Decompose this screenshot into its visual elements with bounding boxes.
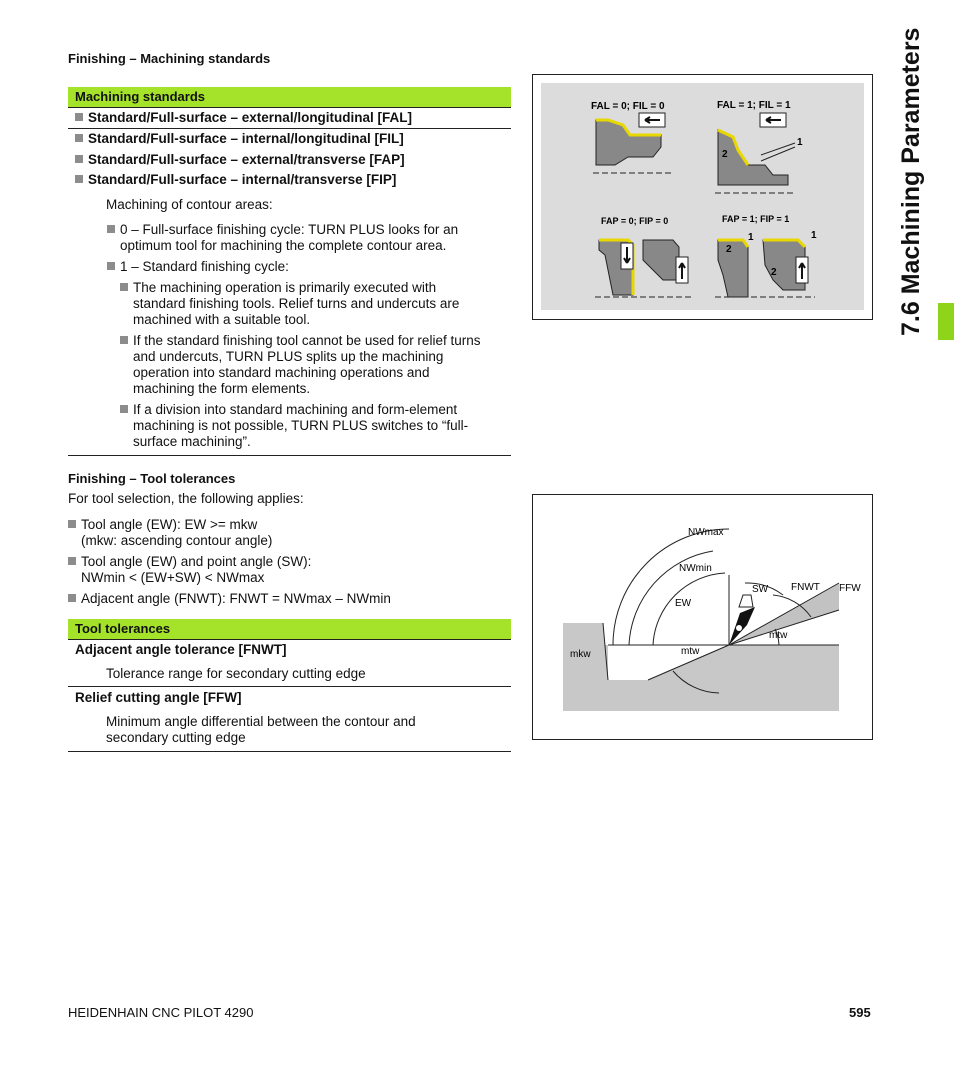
fnwt-title: Adjacent angle tolerance [FNWT]: [75, 642, 287, 657]
footer-left: HEIDENHAIN CNC PILOT 4290: [68, 1005, 254, 1020]
bullet-icon: [68, 594, 76, 602]
standard-item-fil: Standard/Full-surface – internal/longitudinal [FIL]: [75, 131, 404, 146]
fal1-workpiece: [715, 113, 803, 193]
fap1-num-1b: 1: [811, 230, 817, 241]
finishing-standards-diagram: [533, 75, 872, 319]
fap1-workpiece: [715, 230, 817, 297]
mkw-label: mkw: [570, 649, 591, 660]
option-0: 0 – Full-surface finishing cycle: TURN PLUS looks for an: [107, 222, 458, 238]
tolerance-bullet-1: Tool angle (EW): EW >= mkw (mkw: ascending contour angle): [68, 517, 272, 549]
machining-standards-header: [68, 87, 511, 108]
bullet-icon: [120, 336, 128, 344]
contour-intro: Machining of contour areas:: [106, 197, 273, 212]
tool-tolerances-header: [68, 619, 511, 640]
standard-item-fap: Standard/Full-surface – external/transverse [FAP]: [75, 152, 405, 167]
bullet-icon: [120, 405, 128, 413]
divider: [68, 686, 511, 687]
mtw-label-1: mtw: [681, 646, 700, 657]
ffw-title: Relief cutting angle [FFW]: [75, 690, 242, 705]
divider: [68, 751, 511, 752]
fnwt-desc: Tolerance range for secondary cutting edge: [106, 666, 366, 681]
nwmax-label: NWmax: [688, 527, 724, 538]
bullet-icon: [75, 155, 83, 163]
tolerance-bullet-3: Adjacent angle (FNWT): FNWT = NWmax – NWmin: [68, 591, 391, 607]
chapter-tab-marker: [938, 303, 954, 340]
tool-tolerances-title: Finishing – Tool tolerances: [68, 471, 236, 486]
bullet-icon: [120, 283, 128, 291]
fap0-label: FAP = 0; FIP = 0: [601, 216, 669, 226]
fap0-workpiece: [595, 240, 691, 297]
fap1-num-2a: 2: [726, 244, 732, 255]
sub-item-2: If the standard finishing tool cannot be used for relief turns and undercuts, TURN PLUS splits up the machining operation into standard machining operations and machining the form elements.: [120, 333, 480, 397]
machining-standards-header-label: Machining standards: [75, 89, 206, 104]
bullet-icon: [75, 113, 83, 121]
bullet-icon: [107, 262, 115, 270]
bullet-icon: [68, 520, 76, 528]
fap1-label: FAP = 1; FIP = 1: [722, 214, 790, 224]
ffw-desc: Minimum angle differential between the contour and secondary cutting edge: [106, 714, 416, 745]
fal1-num-2: 2: [722, 149, 728, 160]
page-number: 595: [849, 1005, 871, 1020]
bullet-icon: [68, 557, 76, 565]
fal1-num-1: 1: [797, 137, 803, 148]
fap1-num-2b: 2: [771, 267, 777, 278]
tolerance-bullet-2: Tool angle (EW) and point angle (SW): NWmin < (EW+SW) < NWmax: [68, 554, 311, 586]
fnwt-label: FNWT: [791, 582, 820, 593]
fal0-workpiece: [593, 113, 671, 173]
tool-selection-intro: For tool selection, the following applies:: [68, 491, 304, 506]
option-1: 1 – Standard finishing cycle:: [107, 259, 289, 275]
finishing-standards-figure: [532, 74, 873, 320]
bullet-icon: [75, 134, 83, 142]
option-0-line2: optimum tool for machining the complete contour area.: [120, 238, 447, 253]
sub-item-1: The machining operation is primarily executed with standard finishing tools. Relief turns and undercuts are machined with a suitable tool.: [120, 280, 459, 328]
tool-tolerances-figure: [532, 494, 873, 740]
divider: [68, 128, 511, 129]
section-title: Finishing – Machining standards: [68, 51, 271, 66]
sw-label: SW: [752, 584, 769, 595]
ew-label: EW: [675, 598, 692, 609]
sub-item-3: If a division into standard machining and form-element machining is not possible, TURN PLUS switches to “full- surface machining”.: [120, 402, 468, 450]
divider: [68, 455, 511, 456]
tool-tolerances-header-label: Tool tolerances: [75, 621, 171, 636]
bullet-icon: [107, 225, 115, 233]
standard-item-fip: Standard/Full-surface – internal/transverse [FIP]: [75, 172, 396, 187]
fal0-label: FAL = 0; FIL = 0: [591, 101, 665, 112]
tool-angle-diagram: [533, 495, 872, 739]
standard-item-fal: Standard/Full-surface – external/longitudinal [FAL]: [75, 110, 412, 125]
chapter-tab-label: 7.6 Machining Parameters: [897, 27, 925, 336]
fal1-label: FAL = 1; FIL = 1: [717, 100, 791, 111]
nwmin-label: NWmin: [679, 563, 712, 574]
bullet-icon: [75, 175, 83, 183]
fap1-num-1a: 1: [748, 232, 754, 243]
ffw-label: FFW: [839, 583, 861, 594]
mtw-label-2: mtw: [769, 630, 788, 641]
